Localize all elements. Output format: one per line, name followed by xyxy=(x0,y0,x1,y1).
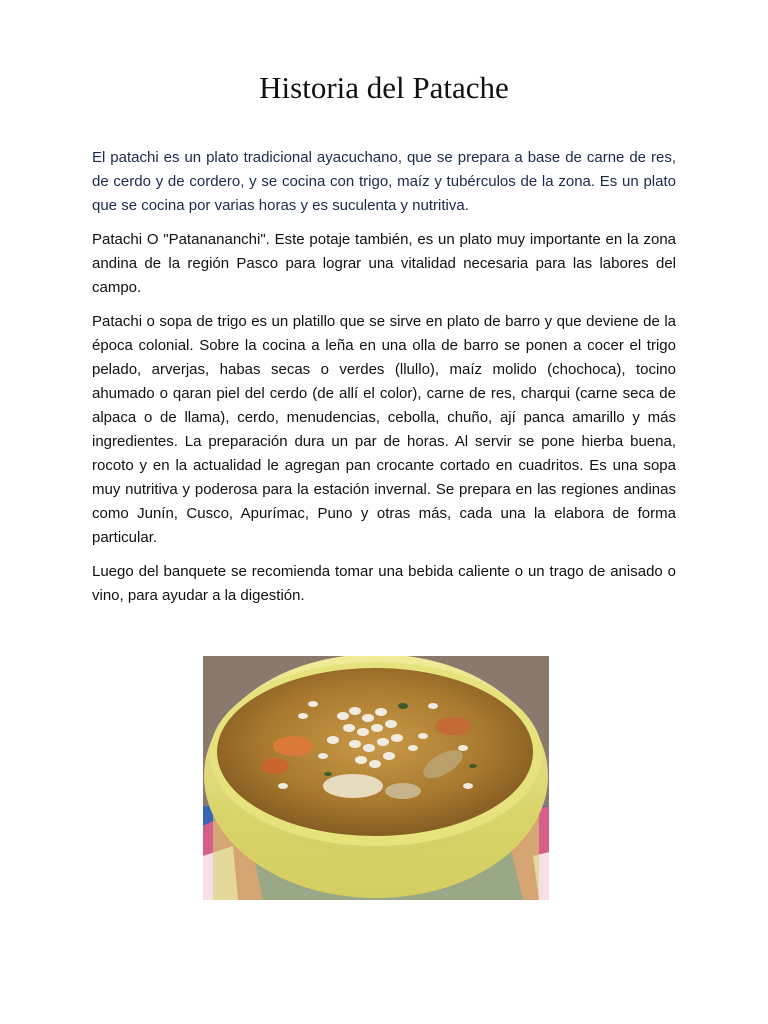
soup-bowl-photo xyxy=(203,656,549,900)
page-title: Historia del Patache xyxy=(259,70,509,105)
document-body xyxy=(92,146,676,618)
paragraph-2: Patachi O "Patanananchi". Este potaje también, es un plato muy importante en la zona andina de la región Pasco para lograr una vitalidad necesaria para las labores del campo. xyxy=(92,231,676,296)
paragraph-3: Patachi o sopa de trigo es un platillo que se sirve en plato de barro y que deviene de la época colonial. Sobre la cocina a leña en una olla de barro se ponen a cocer el trigo pelado, arverjas, habas secas o verdes (llullo), maíz molido (chochoca), tocino ahumado o qaran piel del cerdo (de allí el color), carne de res, charqui (carne seca de alpaca o de llama), cerdo, menudencias, cebolla, chuño, ají panca amarillo y más ingredientes. La preparación dura un par de horas. Al servir se pone hierba buena, rocoto y en la actualidad le agregan pan crocante cortado en cuadritos. Es una sopa muy nutritiva y poderosa para la estación invernal. Se prepara en las regiones andinas como Junín, Cusco, Apurímac, Puno y otras más, cada una la elabora de forma particular. xyxy=(92,313,676,546)
paragraph-4: Luego del banquete se recomienda tomar una bebida caliente o un trago de anisado o vino, para ayudar a la digestión. xyxy=(92,563,676,604)
soup-bowl-image xyxy=(203,656,549,900)
paragraph-1: El patachi es un plato tradicional ayacuchano, que se prepara a base de carne de res, de cerdo y de cordero, y se cocina con trigo, maíz y tubérculos de la zona. Es un plato que se cocina por varias horas y es suculenta y nutritiva. xyxy=(92,149,676,214)
